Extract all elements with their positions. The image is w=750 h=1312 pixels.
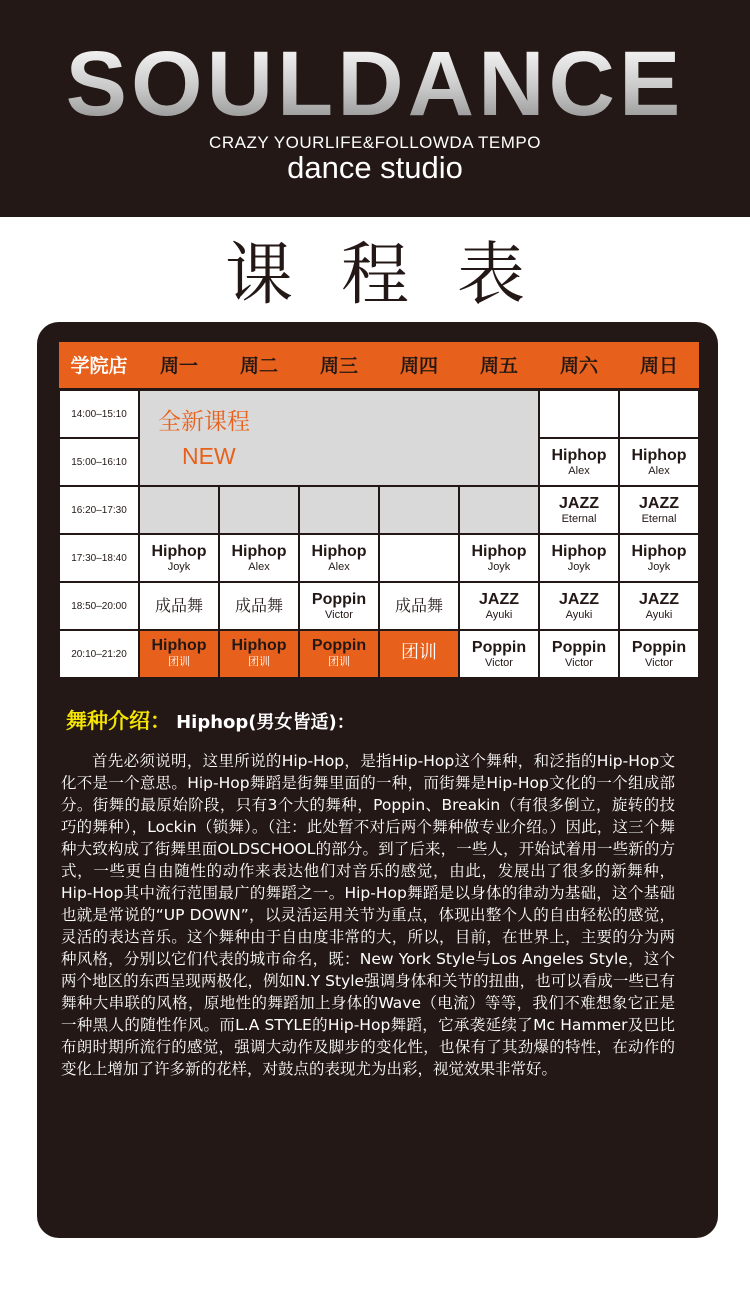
schedule-cell bbox=[459, 582, 539, 630]
teacher-name: Joyk bbox=[567, 561, 591, 573]
intro-dance-name: Hiphop(男女皆适)： bbox=[176, 712, 355, 733]
teacher-name: Ayuki bbox=[485, 609, 513, 621]
class-type: 团训 bbox=[248, 655, 270, 668]
class-name: JAZZ bbox=[639, 495, 679, 512]
header-sat: 周六 bbox=[559, 355, 598, 377]
schedule-cell-team bbox=[379, 630, 459, 678]
schedule-cell bbox=[299, 582, 379, 630]
time-slot: 15:00–16:10 bbox=[59, 438, 139, 486]
class-name: Hiphop bbox=[631, 447, 687, 464]
class-name: Hiphop bbox=[231, 637, 287, 654]
intro-label: 舞种介绍： bbox=[66, 709, 171, 733]
teacher-name: Victor bbox=[485, 657, 513, 669]
teacher-name: Joyk bbox=[167, 561, 191, 573]
new-course-block bbox=[139, 390, 539, 486]
class-name: Hiphop bbox=[311, 543, 367, 560]
studio-subtitle: dance studio bbox=[287, 150, 463, 185]
teacher-name: Ayuki bbox=[565, 609, 593, 621]
class-name: Poppin bbox=[631, 639, 687, 656]
class-name: 成品舞 bbox=[154, 596, 203, 615]
schedule-cell bbox=[459, 534, 539, 582]
schedule-cell bbox=[619, 534, 699, 582]
teacher-name: Alex bbox=[248, 561, 270, 573]
class-name: JAZZ bbox=[479, 591, 519, 608]
schedule-cell bbox=[619, 630, 699, 678]
intro-body: 首先必须说明，这里所说的Hip-Hop，是指Hip-Hop这个舞种，和泛指的Hip-Hop文化不是一个意思。Hip-Hop舞蹈是街舞里面的一种，而街舞是Hip-Hop文化的一个组成部分。街舞的最原始阶段，只有3个大的舞种，Poppin、Breakin（有很多倒立，旋转的技巧的舞种），Lockin（锁舞）。（注：此处暂不对后两个舞种做专业介绍。）因此，这三个舞种大致构成了街舞里面OLDSCHOOL的部分。到了后来，一些人，开始试着用一些新的方式，一些更自由随性的动作来表达他们对音乐的感觉，由此，发展出了很多的新舞种，Hip-Hop其中流行范围最广的舞蹈之一。Hip-Hop舞蹈是以身体的律动为基础，这个基础也就是常说的“UP DOWN”，以灵活运用关节为重点，体现出整个人的自由轻松的感觉，灵活的表达音乐。这个舞种由于自由度非常的大，所以，目前，在世界上，主要的分为两种风格，分别以它们代表的城市命名，既：New York Style与Los Angeles Style，这个两个地区的东西呈现两极化，例如N.Y Style强调身体和关节的扭曲，也可以看成一些已有舞种大串联的风格，原地性的舞蹈加上身体的Wave（电流）等等，我们不难想象它正是一种黑人的随性作风。而L.A STYLE的Hip-Hop舞蹈，它承袭延续了Mc Hammer及巴比布朗时期所流行的感觉，强调大动作及脚步的变化性，也保有了其劲爆的特性，在动作的变化上增加了许多新的花样，对鼓点的表现尤为出彩，视觉效果非常好。 bbox=[61, 752, 675, 1078]
header-mon: 周一 bbox=[159, 355, 198, 377]
class-name: Hiphop bbox=[231, 543, 287, 560]
schedule-cell-empty bbox=[539, 390, 619, 438]
teacher-name: Victor bbox=[565, 657, 593, 669]
schedule-cell bbox=[619, 486, 699, 534]
schedule-cell-team bbox=[299, 630, 379, 678]
teacher-name: Alex bbox=[328, 561, 350, 573]
schedule-cell bbox=[619, 438, 699, 486]
schedule-cell bbox=[139, 582, 219, 630]
teacher-name: Eternal bbox=[561, 513, 597, 525]
header-wed: 周三 bbox=[319, 355, 358, 377]
class-name: Hiphop bbox=[471, 543, 527, 560]
schedule-table bbox=[59, 342, 699, 678]
time-slot: 16:20–17:30 bbox=[59, 486, 139, 534]
time-slot: 14:00–15:10 bbox=[59, 390, 139, 438]
intro-heading bbox=[66, 706, 355, 736]
header-fri: 周五 bbox=[479, 355, 518, 377]
class-name: JAZZ bbox=[639, 591, 679, 608]
class-type: 团训 bbox=[401, 642, 437, 663]
schedule-cell bbox=[539, 534, 619, 582]
class-name: 成品舞 bbox=[394, 596, 443, 615]
header-sun: 周日 bbox=[639, 355, 678, 377]
schedule-cell bbox=[459, 630, 539, 678]
schedule-cell bbox=[539, 438, 619, 486]
schedule-cell bbox=[219, 582, 299, 630]
teacher-name: Joyk bbox=[647, 561, 671, 573]
class-name: Hiphop bbox=[551, 543, 607, 560]
schedule-header-row bbox=[59, 342, 699, 390]
class-name: JAZZ bbox=[559, 591, 599, 608]
teacher-name: Joyk bbox=[487, 561, 511, 573]
schedule-cell-empty bbox=[619, 390, 699, 438]
schedule-cell bbox=[299, 534, 379, 582]
page-title: 课程表 bbox=[224, 236, 573, 315]
time-slot: 20:10–21:20 bbox=[59, 630, 139, 678]
teacher-name: Alex bbox=[568, 465, 590, 477]
schedule-cell bbox=[619, 582, 699, 630]
class-type: 团训 bbox=[168, 655, 190, 668]
schedule-cell bbox=[539, 486, 619, 534]
class-name: Hiphop bbox=[151, 637, 207, 654]
header-branch: 学院店 bbox=[70, 355, 128, 377]
schedule-cell bbox=[219, 534, 299, 582]
schedule-cell bbox=[539, 630, 619, 678]
teacher-name: Ayuki bbox=[645, 609, 673, 621]
class-name: Poppin bbox=[311, 637, 367, 654]
teacher-name: Victor bbox=[325, 609, 353, 621]
schedule-cell bbox=[539, 582, 619, 630]
class-name: JAZZ bbox=[559, 495, 599, 512]
class-name: Hiphop bbox=[631, 543, 687, 560]
schedule-cell-team bbox=[139, 630, 219, 678]
teacher-name: Eternal bbox=[641, 513, 677, 525]
schedule-cell-empty bbox=[379, 534, 459, 582]
schedule-cell-empty bbox=[139, 486, 219, 534]
class-name: Hiphop bbox=[151, 543, 207, 560]
slogan: CRAZY YOURLIFE&FOLLOWDA TEMPO bbox=[209, 133, 541, 152]
schedule-cell-empty bbox=[379, 486, 459, 534]
class-name: Poppin bbox=[471, 639, 527, 656]
class-name: 成品舞 bbox=[234, 596, 283, 615]
header-thu: 周四 bbox=[399, 355, 438, 377]
teacher-name: Alex bbox=[648, 465, 670, 477]
schedule-cell-empty bbox=[459, 486, 539, 534]
class-name: Poppin bbox=[311, 591, 367, 608]
new-course-en: NEW bbox=[182, 443, 236, 469]
schedule-cell bbox=[139, 534, 219, 582]
schedule-cell-team bbox=[219, 630, 299, 678]
header-tue: 周二 bbox=[239, 355, 278, 377]
time-slot: 18:50–20:00 bbox=[59, 582, 139, 630]
header-banner bbox=[0, 0, 750, 217]
schedule-cell-empty bbox=[299, 486, 379, 534]
logo: SOULDANCE bbox=[0, 38, 750, 130]
class-type: 团训 bbox=[328, 655, 350, 668]
class-name: Hiphop bbox=[551, 447, 607, 464]
time-slot: 17:30–18:40 bbox=[59, 534, 139, 582]
teacher-name: Victor bbox=[645, 657, 673, 669]
new-course-cn: 全新课程 bbox=[158, 409, 250, 435]
schedule-cell-empty bbox=[219, 486, 299, 534]
class-name: Poppin bbox=[551, 639, 607, 656]
schedule-cell bbox=[379, 582, 459, 630]
